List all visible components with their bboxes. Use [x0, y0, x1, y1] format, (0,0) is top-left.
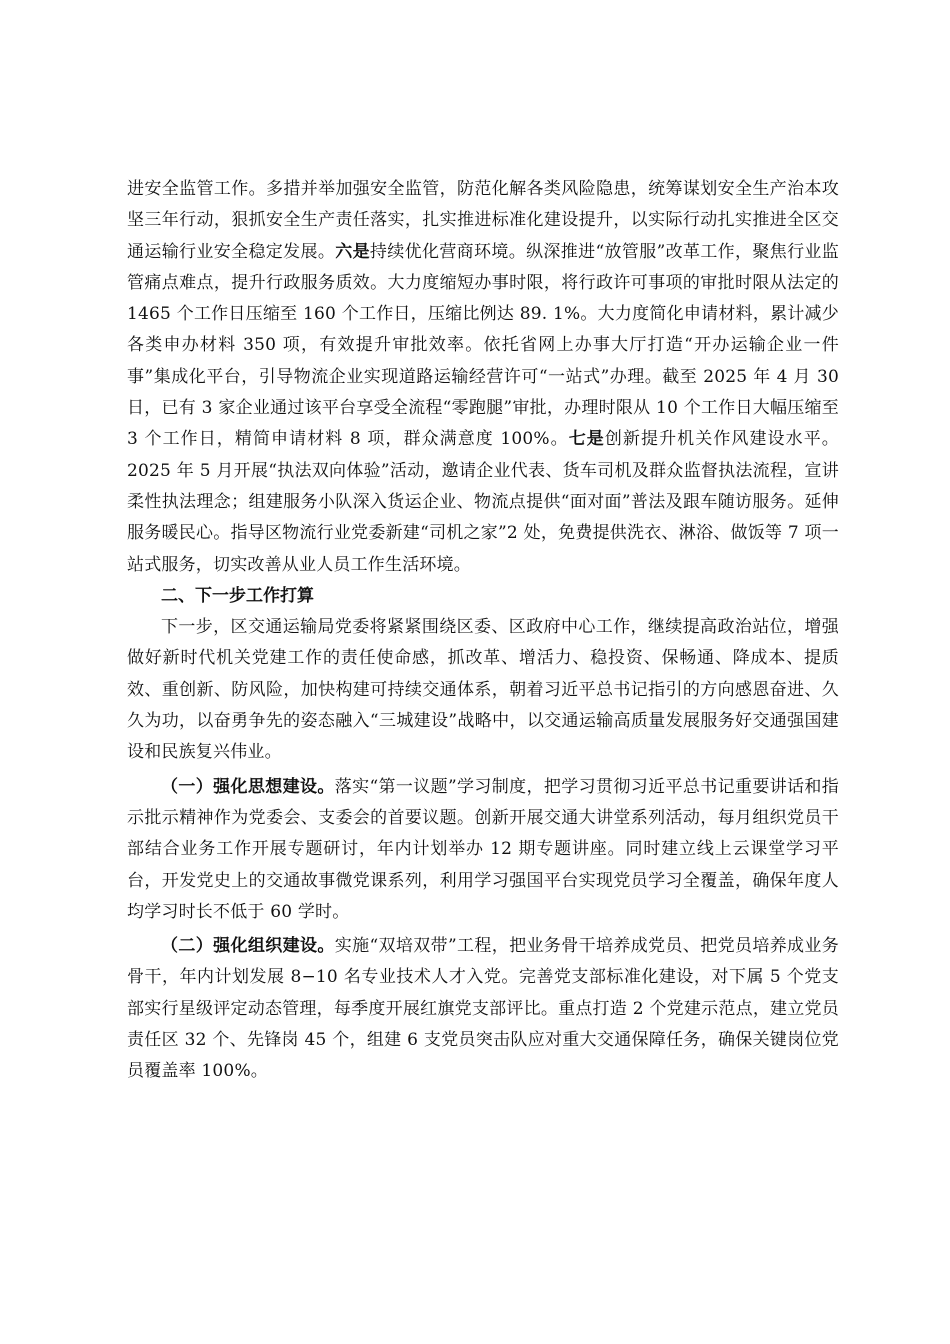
- item-organization-title: （二）强化组织建设。: [161, 936, 335, 957]
- continuation-paragraph: [127, 174, 839, 581]
- point-six-marker: 六是: [335, 241, 370, 262]
- item-organization-paragraph: [127, 931, 839, 1087]
- item-ideology-paragraph: [127, 772, 839, 928]
- continuation-text-2: 持续优化营商环境。纵深推进“放管服”改革工作，聚焦行业监管痛点难点，提升行政服务质效。大力度缩短办事时限，将行政许可事项的审批时限从法定的 1465 个工作日压缩至 160 个工作日，压缩比例达 89. 1%。大力度简化申请材料，累计减少各类申办材料 350 项，有效提升审批效率。依托省网上办事大厅打造“开办运输企业一件事”集成化平台，引导物流企业实现道路运输经营许可“一站式”办理。截至 2025 年 4 月 30 日，已有 3 家企业通过该平台享受全流程“零跑腿”审批，办理时限从 10 个工作日大幅压缩至 3 个工作日，精简申请材料 8 项，群众满意度 100%。: [127, 241, 839, 450]
- point-seven-marker: 七是: [568, 429, 605, 450]
- item-ideology-title: （一）强化思想建设。: [161, 776, 335, 797]
- section-intro-paragraph: 下一步，区交通运输局党委将紧紧围绕区委、区政府中心工作，继续提高政治站位，增强做好新时代机关党建工作的责任使命感，抓改革、增活力、稳投资、保畅通、降成本、提质效、重创新、防风险，加快构建可持续交通体系，朝着习近平总书记指引的方向感恩奋进、久久为功，以奋勇争先的姿态融入“三城建设”战略中，以交通运输高质量发展服务好交通强国建设和民族复兴伟业。: [127, 617, 839, 763]
- document-page: [127, 174, 839, 1088]
- item-organization-body: 实施“双培双带”工程，把业务骨干培养成党员、把党员培养成业务骨干，年内计划发展 8−10 名专业技术人才入党。完善党支部标准化建设，对下属 5 个党支部实行星级评定动态管理，每季度开展红旗党支部评比。重点打造 2 个党建示范点，建立党员责任区 32 个、先锋岗 45 个，组建 6 支党员突击队应对重大交通保障任务，确保关键岗位党员覆盖率 100%。: [127, 936, 839, 1082]
- continuation-text-3: 创新提升机关作风建设水平。2025 年 5 月开展“执法双向体验”活动，邀请企业代表、货车司机及群众监督执法流程，宣讲柔性执法理念；组建服务小队深入货运企业、物流点提供“面对面”普法及跟车随访服务。延伸服务暖民心。指导区物流行业党委新建“司机之家”2 处，免费提供洗衣、淋浴、做饭等 7 项一站式服务，切实改善从业人员工作生活环境。: [127, 429, 839, 575]
- item-ideology-body: 落实“第一议题”学习制度，把学习贯彻习近平总书记重要讲话和指示批示精神作为党委会、支委会的首要议题。创新开展交通大讲堂系列活动，每月组织党员干部结合业务工作开展专题研讨，年内计划举办 12 期专题讲座。同时建立线上云课堂学习平台，开发党史上的交通故事微党课系列，利用学习强国平台实现党员学习全覆盖，确保年度人均学习时长不低于 60 学时。: [127, 776, 839, 922]
- continuation-text-1: 进安全监管工作。多措并举加强安全监管，防范化解各类风险隐患，统筹谋划安全生产治本攻坚三年行动，狠抓安全生产责任落实，扎实推进标准化建设提升，以实际行动扎实推进全区交通运输行业安全稳定发展。: [127, 179, 839, 262]
- section-heading-next-steps: 二、下一步工作打算: [161, 585, 314, 606]
